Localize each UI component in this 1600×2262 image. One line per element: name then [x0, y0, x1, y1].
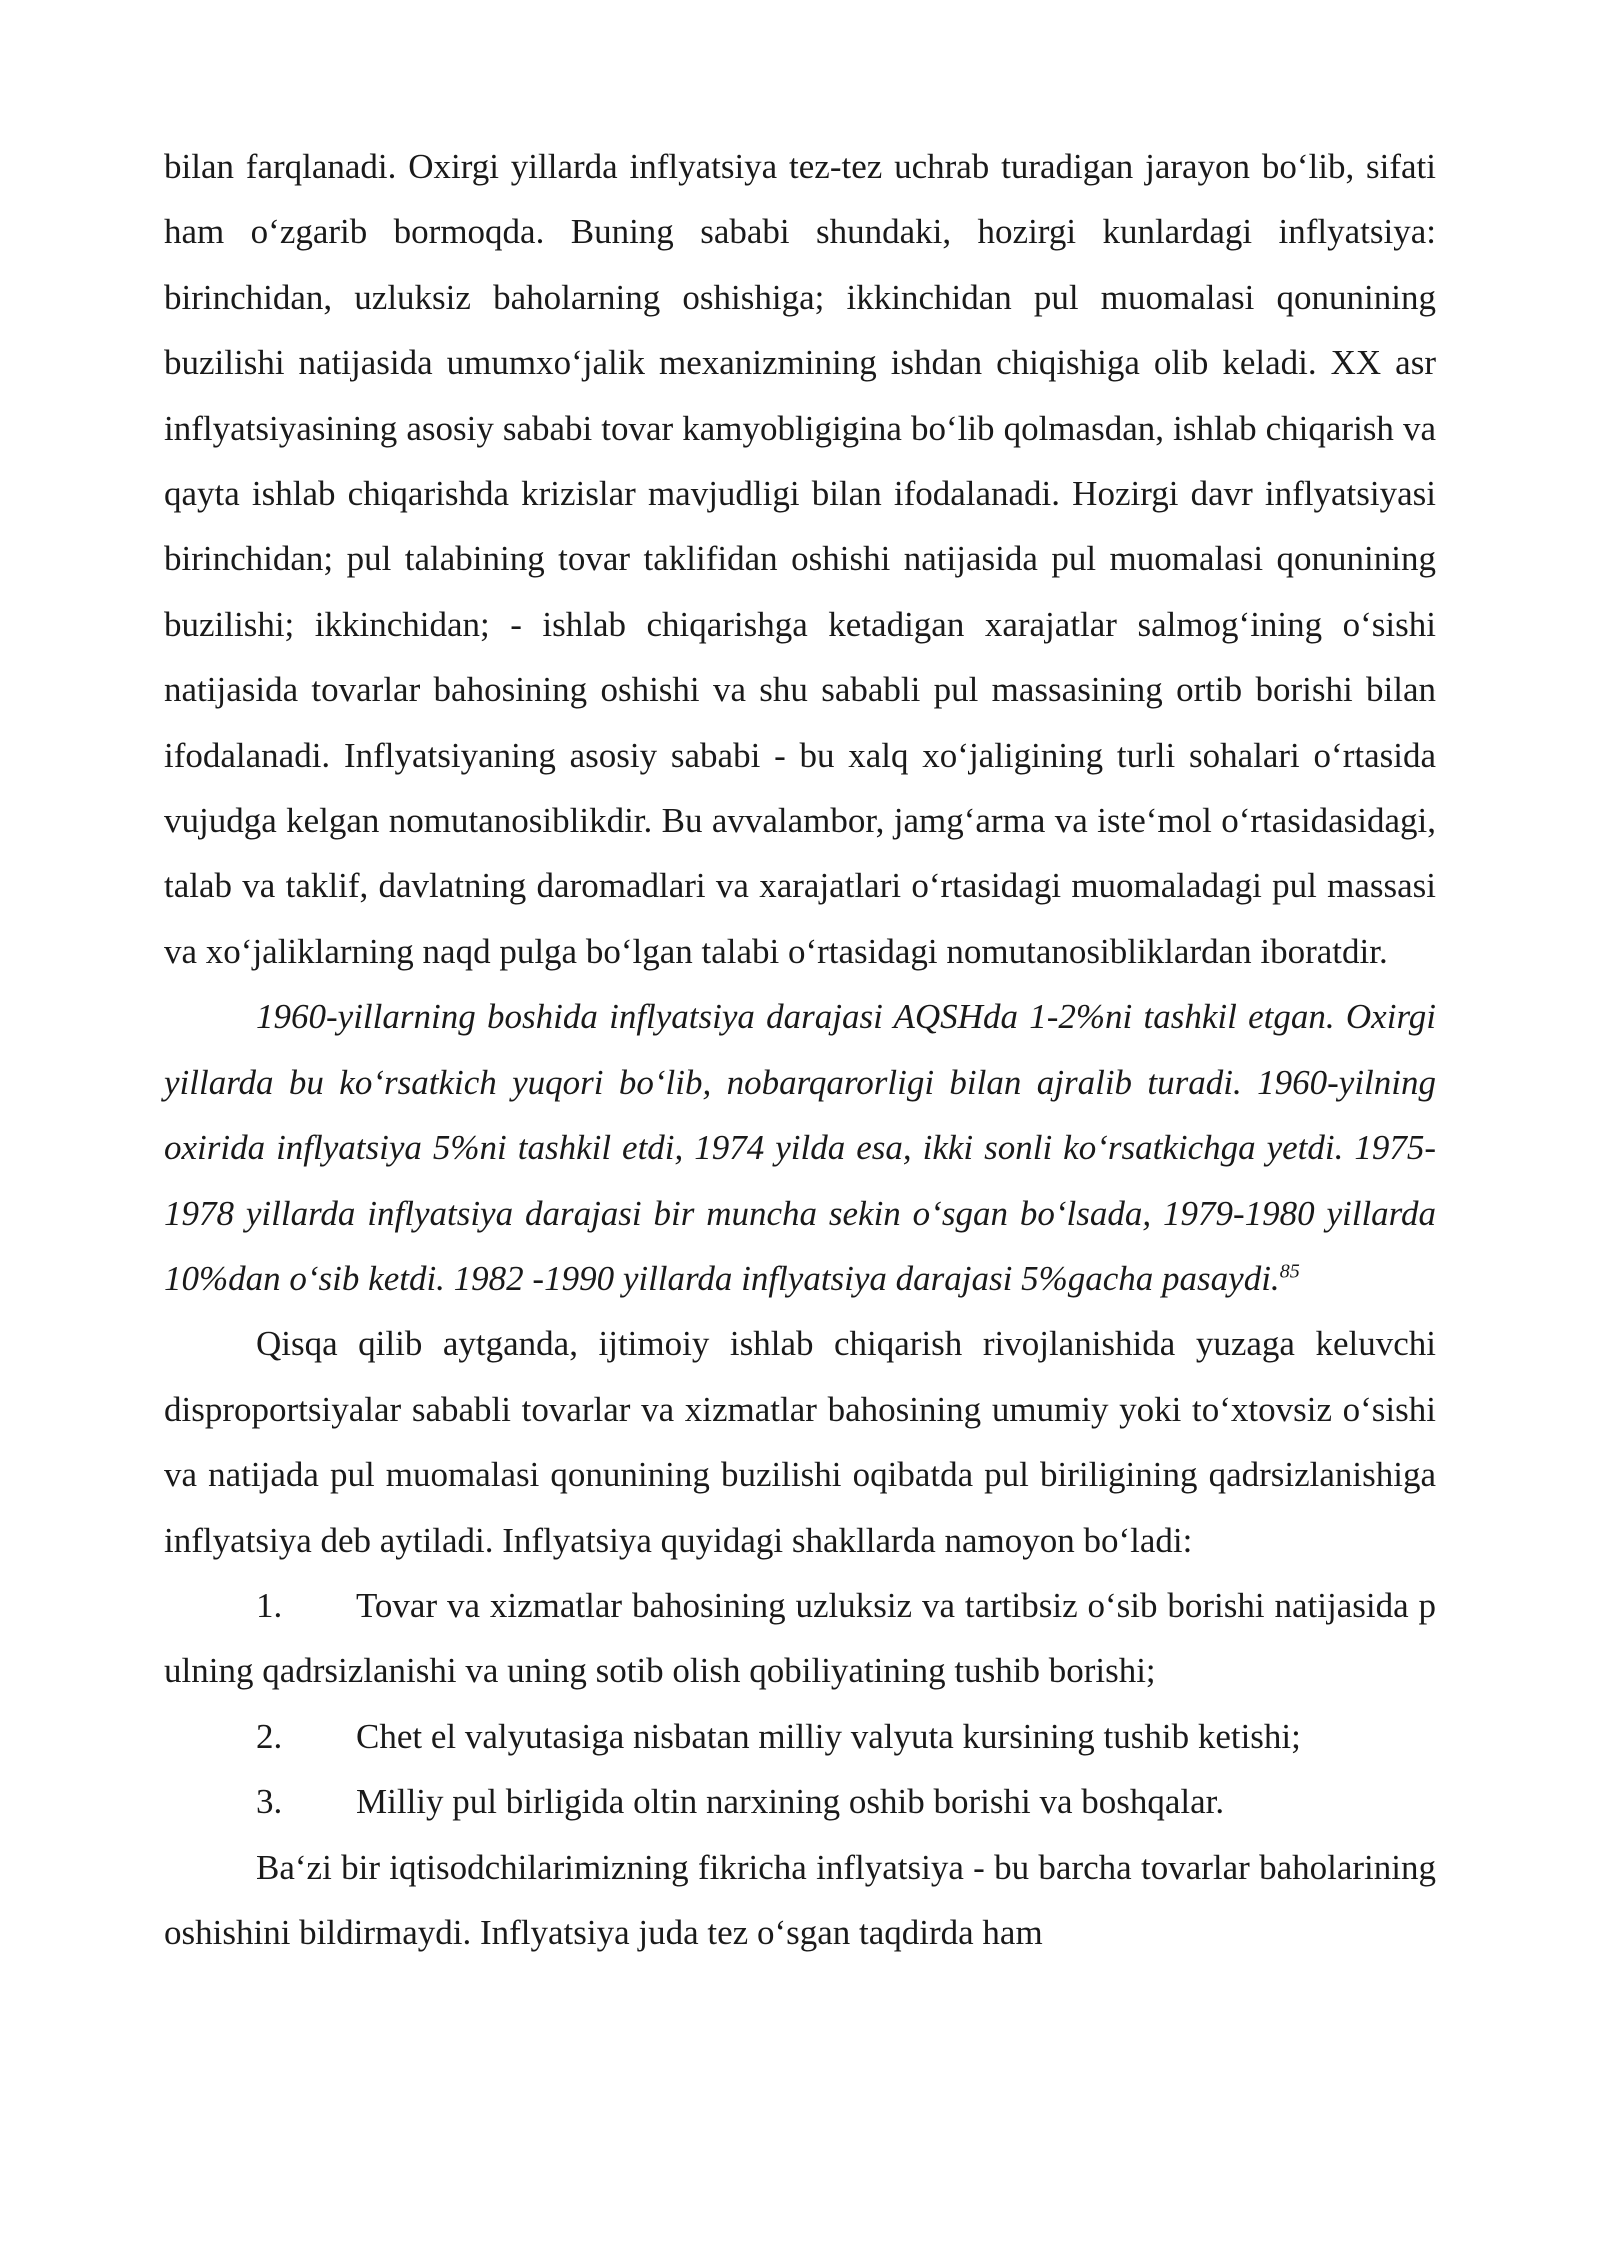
list-item-number: 3.: [256, 1782, 283, 1822]
list-item-text: Milliy pul birligida oltin narxining oshib borishi va boshqalar.: [356, 1782, 1225, 1822]
list-item: [164, 1769, 1436, 1834]
footnote-marker: 85: [1279, 1260, 1300, 1283]
paragraph-inflation-statistics: [164, 984, 1436, 1311]
paragraph-definition: Qisqa qilib aytganda, ijtimoiy ishlab chiqarish rivojlanishida yuzaga keluvchi disproportsiyalar sababli tovarlar va xizmatlar bahosining umumiy yoki to‘xtovsiz o‘sishi va natijada pul muomalasi qonunining buzilishi oqibatda pul biriligining qadrsizlanishiga inflyatsiya deb aytiladi. Inflyatsiya quyidagi shakllarda namoyon bo‘ladi:: [164, 1324, 1436, 1560]
page-body: [164, 134, 1436, 1965]
list-item-text: Tovar va xizmatlar bahosining uzluksiz va tartibsiz o‘sib borishi natijasida p ulning qadrsizlanishi va uning sotib olish qobiliyatining tushib borishi;: [164, 1585, 1436, 1691]
list-item-number: 1.: [256, 1585, 283, 1625]
list-item: [164, 1704, 1436, 1769]
paragraph-text: 1960-yillarning boshida inflyatsiya darajasi AQSHda 1-2%ni tashkil etgan. Oxirgi yillarda bu ko‘rsatkich yuqori bo‘lib, nobarqarorligi bilan ajralib turadi. 1960-yilning oxirida inflyatsiya 5%ni tashkil etdi, 1974 yilda esa, ikki sonli ko‘rsatkichga yetdi. 1975-1978 yillarda inflyatsiya darajasi bir muncha sekin o‘sgan bo‘lsada, 1979-1980 yillarda 10%dan o‘sib ketdi. 1982 -1990 yillarda inflyatsiya darajasi 5%gacha pasaydi.: [164, 997, 1436, 1298]
list-item: [164, 1573, 1436, 1704]
list-item-text: Chet el valyutasiga nisbatan milliy valyuta kursining tushib ketishi;: [356, 1716, 1301, 1756]
paragraph-closing: Ba‘zi bir iqtisodchilarimizning fikricha inflyatsiya - bu barcha tovarlar baholarining oshishini bildirmaydi. Inflyatsiya juda tez o‘sgan taqdirda ham: [164, 1847, 1436, 1952]
list-item-number: 2.: [256, 1716, 283, 1756]
paragraph-continuation: bilan farqlanadi. Oxirgi yillarda inflyatsiya tez-tez uchrab turadigan jarayon bo‘lib, sifati ham o‘zgarib bormoqda. Buning sababi shundaki, hozirgi kunlardagi inflyatsiya: birinchidan, uzluksiz baholarning oshishiga; ikkinchidan pul muomalasi qonunining buzilishi natijasida umumxo‘jalik mexanizmining ishdan chiqishiga olib keladi. XX asr inflyatsiyasining asosiy sababi tovar kamyobligigina bo‘lib qolmasdan, ishlab chiqarish va qayta ishlab chiqarishda krizislar mavjudligi bilan ifodalanadi. Hozirgi davr inflyatsiyasi birinchidan; pul talabining tovar taklifidan oshishi natijasida pul muomalasi qonunining buzilishi; ikkinchidan; - ishlab chiqarishga ketadigan xarajatlar salmog‘ining o‘sishi natijasida tovarlar bahosining oshishi va shu sababli pul massasining ortib borishi bilan ifodalanadi. Inflyatsiyaning asosiy sababi - bu xalq xo‘jaligining turli sohalari o‘rtasida vujudga kelgan nomutanosiblikdir. Bu avvalambor, jamg‘arma va iste‘mol o‘rtasidasidagi, talab va taklif, davlatning daromadlari va xarajatlari o‘rtasidagi muomaladagi pul massasi va xo‘jaliklarning naqd pulga bo‘lgan talabi o‘rtasidagi nomutanosibliklardan iboratdir.: [164, 147, 1436, 971]
